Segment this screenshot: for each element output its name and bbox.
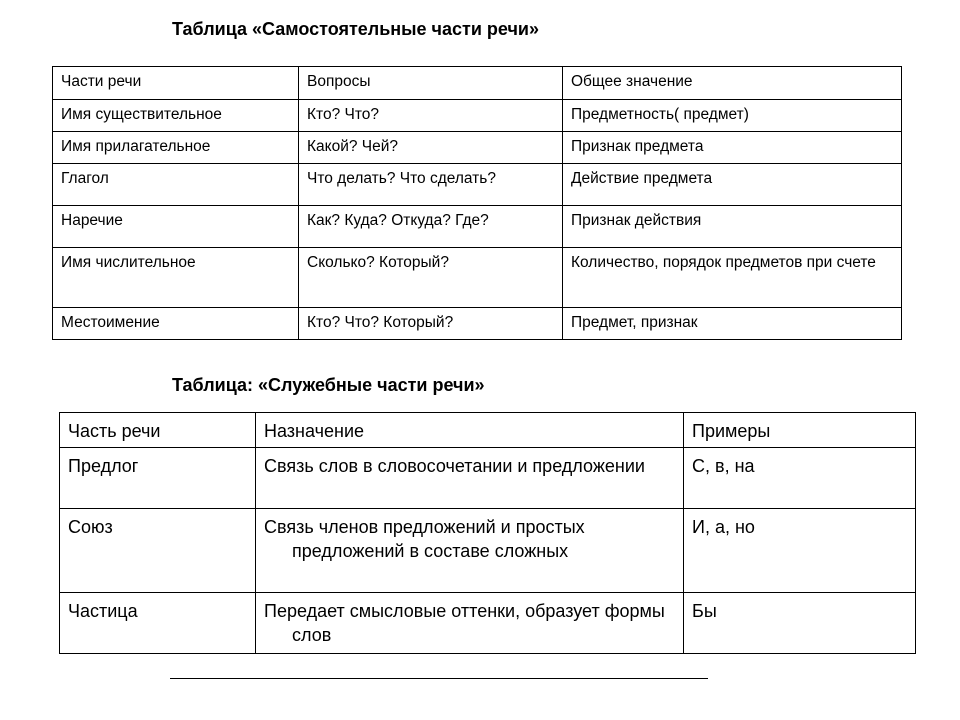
- table-row: [53, 206, 902, 248]
- header-cell: Часть речи: [60, 413, 256, 448]
- table-row: [60, 509, 916, 593]
- table-row: [53, 100, 902, 132]
- bottom-divider: [170, 678, 708, 679]
- table-cell: Признак предмета: [563, 132, 902, 164]
- table-cell: Местоимение: [53, 308, 299, 340]
- header-cell: Назначение: [256, 413, 684, 448]
- table-cell: Предметность( предмет): [563, 100, 902, 132]
- table-cell: Наречие: [53, 206, 299, 248]
- table-cell: И, а, но: [684, 509, 916, 593]
- table-row: [53, 164, 902, 206]
- table-cell: Имя существительное: [53, 100, 299, 132]
- table-cell: Признак действия: [563, 206, 902, 248]
- table-cell: Что делать? Что сделать?: [299, 164, 563, 206]
- table-cell: Действие предмета: [563, 164, 902, 206]
- table-row: [60, 593, 916, 654]
- table-cell: Связь слов в словосочетании и предложении: [256, 448, 684, 509]
- table-cell: Кто? Что? Который?: [299, 308, 563, 340]
- header-cell: Примеры: [684, 413, 916, 448]
- header-cell: Части речи: [53, 67, 299, 100]
- table-header-row: [60, 413, 916, 448]
- table-cell: С, в, на: [684, 448, 916, 509]
- table-row: [53, 248, 902, 308]
- table-row: [53, 308, 902, 340]
- table-cell: Предмет, признак: [563, 308, 902, 340]
- table-cell: Союз: [60, 509, 256, 593]
- table-cell: Частица: [60, 593, 256, 654]
- table-cell: Сколько? Который?: [299, 248, 563, 308]
- table-cell: Глагол: [53, 164, 299, 206]
- table-cell: Какой? Чей?: [299, 132, 563, 164]
- table-cell: Бы: [684, 593, 916, 654]
- table-row: [60, 448, 916, 509]
- table-row: [53, 132, 902, 164]
- header-cell: Общее значение: [563, 67, 902, 100]
- table-cell: Кто? Что?: [299, 100, 563, 132]
- table-cell: Имя прилагательное: [53, 132, 299, 164]
- table-header-row: [53, 67, 902, 100]
- table1-title: Таблица «Самостоятельные части речи»: [172, 19, 539, 39]
- table2-title: Таблица: «Служебные части речи»: [172, 375, 485, 395]
- header-cell: Вопросы: [299, 67, 563, 100]
- table-cell: Передает смысловые оттенки, образует формы слов: [256, 593, 684, 654]
- table-cell: Связь членов предложений и простых предложений в составе сложных: [256, 509, 684, 593]
- table-cell: Количество, порядок предметов при счете: [563, 248, 902, 308]
- independent-parts-table: [52, 66, 902, 340]
- table-cell: Как? Куда? Откуда? Где?: [299, 206, 563, 248]
- table-cell: Предлог: [60, 448, 256, 509]
- table-cell: Имя числительное: [53, 248, 299, 308]
- function-parts-table: [59, 412, 916, 654]
